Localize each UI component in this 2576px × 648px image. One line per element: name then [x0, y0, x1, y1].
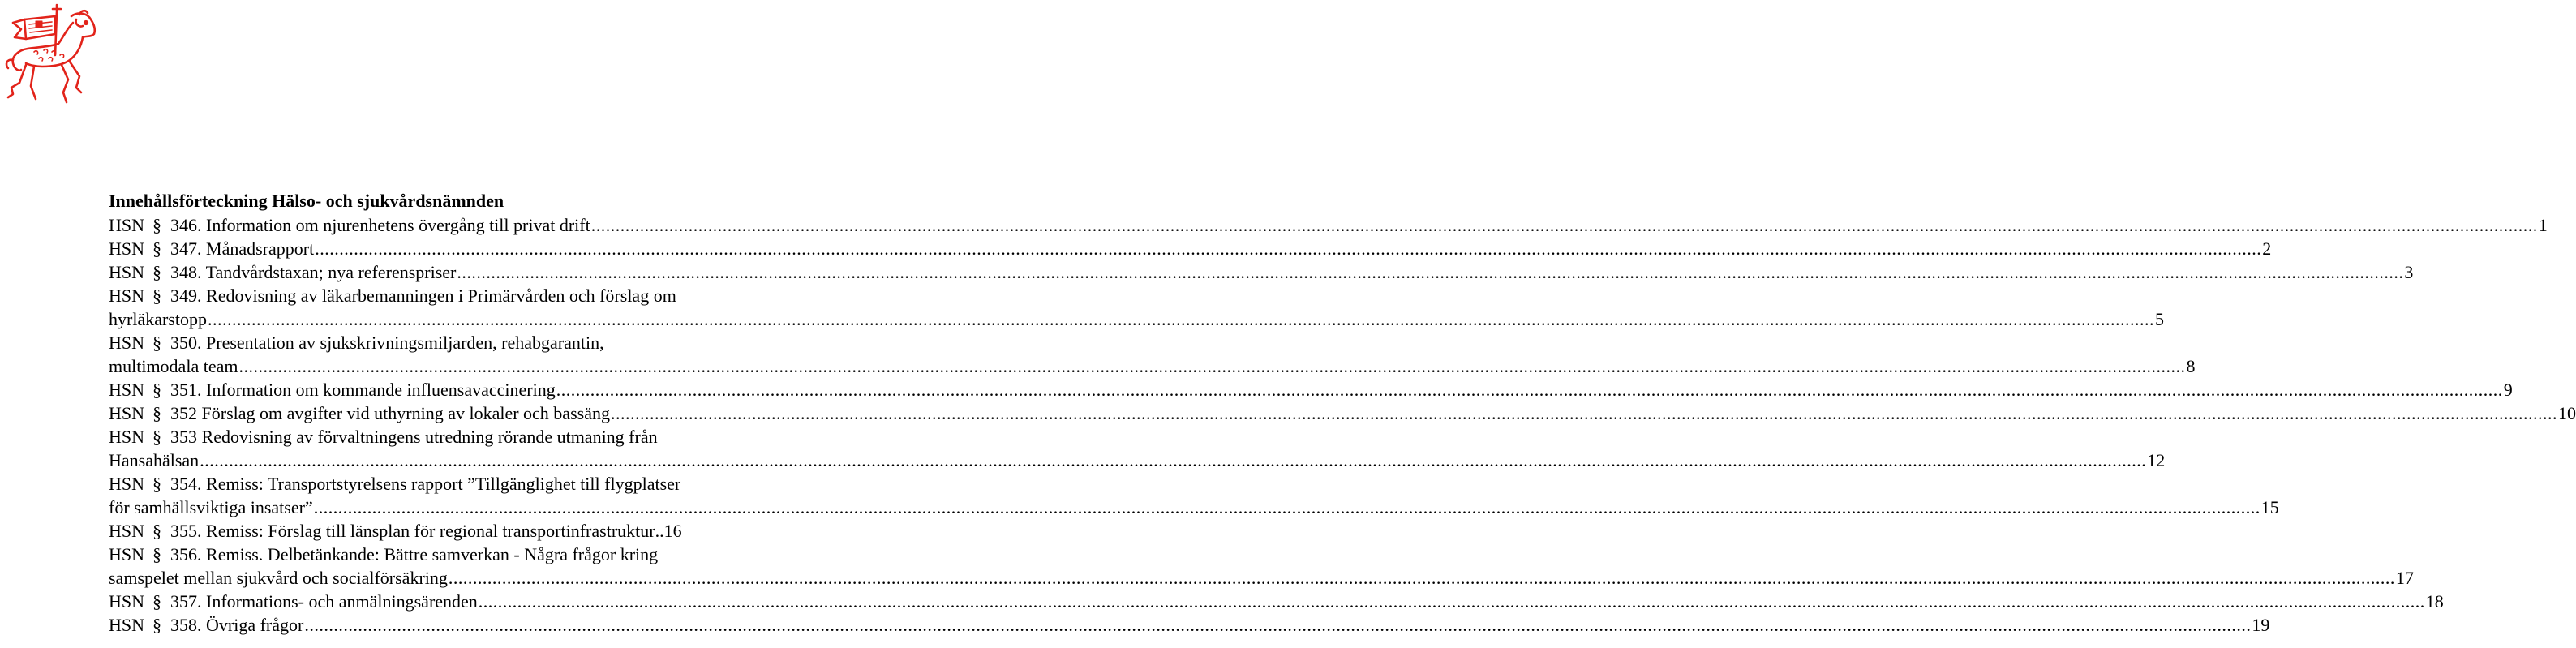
section-sign: § [152, 521, 162, 541]
toc-prefix: HSN [109, 544, 145, 564]
toc-page-number: 5 [2154, 309, 2164, 329]
toc-entry-text: Hansahälsan [109, 450, 200, 470]
toc-entry-line [109, 307, 2164, 331]
toc-entry-text: hyrläkarstopp [109, 309, 207, 329]
toc-prefix: HSN [109, 427, 145, 447]
toc-dot-leader: ................................................................................................................................................................................................................................................................................................................................................................................................................ [478, 591, 2425, 612]
section-sign: § [152, 215, 162, 235]
toc-entry[interactable] [109, 613, 2270, 637]
section-sign: § [152, 591, 162, 612]
section-sign: § [152, 333, 162, 353]
toc-page-number: 17 [2395, 568, 2414, 588]
section-sign: § [152, 285, 162, 306]
toc-entry-text: 347. Månadsrapport [170, 238, 315, 259]
toc-prefix: HSN [109, 238, 145, 259]
toc-entry-line [109, 331, 774, 354]
toc-prefix: HSN [109, 262, 145, 282]
toc-entry[interactable] [109, 519, 774, 543]
toc-entry-text: 355. Remiss: Förslag till länsplan för regional transportinfrastruktur [170, 521, 655, 541]
toc-dot-leader: ................................................................................................................................................................................................................................................................................................................................................................................................................ [304, 615, 2252, 635]
toc-prefix: HSN [109, 591, 145, 612]
toc-dot-leader: ................................................................................................................................................................................................................................................................................................................................................................................................................ [313, 497, 2260, 517]
toc-entry-line [109, 260, 2414, 284]
toc-page-number: 3 [2404, 262, 2414, 282]
toc-entry-line [109, 519, 774, 543]
toc-prefix: HSN [109, 615, 145, 635]
toc-page-number: 10 [2557, 403, 2576, 423]
toc-entry[interactable] [109, 378, 2513, 401]
toc-entry-text: 351. Information om kommande influensavaccinering [170, 380, 556, 400]
toc-entry-line [109, 590, 2444, 613]
toc-prefix: HSN [109, 474, 145, 494]
toc-dot-leader: ................................................................................................................................................................................................................................................................................................................................................................................................................ [207, 309, 2154, 329]
toc-prefix: HSN [109, 521, 145, 541]
toc-entry-text: för samhällsviktiga insatser” [109, 497, 313, 517]
toc-page-number: 12 [2147, 450, 2166, 470]
toc-dot-leader: ................................................................................................................................................................................................................................................................................................................................................................................................................ [448, 568, 2395, 588]
toc-dot-leader: .. [655, 521, 664, 541]
toc-dot-leader: ................................................................................................................................................................................................................................................................................................................................................................................................................ [200, 450, 2147, 470]
section-sign: § [152, 615, 162, 635]
toc-prefix: HSN [109, 380, 145, 400]
toc-entry-line [109, 543, 774, 566]
toc-entry-text: 349. Redovisning av läkarbemanningen i Primärvården och förslag om [170, 285, 676, 306]
toc-entry-line [109, 213, 2548, 237]
toc-page-number: 18 [2425, 591, 2444, 612]
toc-entry-line [109, 472, 774, 496]
toc-entry-line [109, 496, 2279, 519]
toc-entry-text: multimodala team [109, 356, 238, 376]
toc-entry-line [109, 284, 774, 307]
toc-entry-line [109, 448, 2166, 472]
toc-page-number: 1 [2538, 215, 2548, 235]
toc-entry-line [109, 425, 774, 448]
toc-entry-text: 358. Övriga frågor [170, 615, 304, 635]
toc-entry-line [109, 354, 2196, 378]
table-of-contents [109, 189, 2576, 637]
toc-entry[interactable] [109, 401, 2576, 425]
toc-title: Innehållsförteckning Hälso- och sjukvårdsnämnden [109, 191, 504, 211]
toc-prefix: HSN [109, 403, 145, 423]
toc-dot-leader: ................................................................................................................................................................................................................................................................................................................................................................................................................ [610, 403, 2557, 423]
toc-page-number: 9 [2503, 380, 2513, 400]
toc-entry[interactable] [109, 425, 2166, 472]
toc-dot-leader: ................................................................................................................................................................................................................................................................................................................................................................................................................ [556, 380, 2503, 400]
toc-entry-text: 356. Remiss. Delbetänkande: Bättre samverkan - Några frågor kring [170, 544, 659, 564]
toc-prefix: HSN [109, 215, 145, 235]
toc-entry-text: 346. Information om njurenhetens övergång till privat drift [170, 215, 590, 235]
toc-entry-text: 354. Remiss: Transportstyrelsens rapport ”Tillgänglighet till flygplatser [170, 474, 681, 494]
toc-dot-leader: ................................................................................................................................................................................................................................................................................................................................................................................................................ [315, 238, 2262, 259]
section-sign: § [152, 380, 162, 400]
section-sign: § [152, 544, 162, 564]
toc-entry[interactable] [109, 213, 2548, 237]
section-sign: § [152, 474, 162, 494]
toc-entry[interactable] [109, 472, 2279, 519]
toc-entry[interactable] [109, 284, 2164, 331]
toc-entry-line [109, 566, 2414, 590]
toc-entry-text: 357. Informations- och anmälningsärenden [170, 591, 478, 612]
section-sign: § [152, 238, 162, 259]
toc-entry[interactable] [109, 590, 2444, 613]
toc-entry-text: samspelet mellan sjukvård och socialförsäkring [109, 568, 448, 588]
toc-dot-leader: ................................................................................................................................................................................................................................................................................................................................................................................................................ [238, 356, 2186, 376]
toc-entry-line [109, 613, 2270, 637]
section-sign: § [152, 262, 162, 282]
toc-entry[interactable] [109, 331, 2196, 378]
toc-page-number: 16 [663, 521, 682, 541]
toc-page-number: 8 [2186, 356, 2196, 376]
section-sign: § [152, 403, 162, 423]
toc-entry-line [109, 237, 2272, 260]
toc-entry-text: 350. Presentation av sjukskrivningsmiljarden, rehabgarantin, [170, 333, 604, 353]
toc-prefix: HSN [109, 333, 145, 353]
section-sign: § [152, 427, 162, 447]
toc-entry-text: 353 Redovisning av förvaltningens utredning rörande utmaning från [170, 427, 658, 447]
lamb-banner-logo-icon [2, 2, 101, 105]
toc-entry[interactable] [109, 237, 2272, 260]
toc-page-number: 19 [2252, 615, 2270, 635]
toc-entry[interactable] [109, 260, 2414, 284]
toc-page-number: 2 [2262, 238, 2272, 259]
toc-entry-text: 348. Tandvårdstaxan; nya referenspriser [170, 262, 457, 282]
toc-dot-leader: ................................................................................................................................................................................................................................................................................................................................................................................................................ [457, 262, 2404, 282]
toc-page-number: 15 [2260, 497, 2279, 517]
toc-dot-leader: ................................................................................................................................................................................................................................................................................................................................................................................................................ [590, 215, 2538, 235]
toc-entry-line [109, 378, 2513, 401]
toc-entry-text: 352 Förslag om avgifter vid uthyrning av lokaler och bassäng [170, 403, 610, 423]
toc-prefix: HSN [109, 285, 145, 306]
toc-entry-list [109, 213, 2576, 637]
toc-entry[interactable] [109, 543, 2414, 590]
toc-entry-line [109, 401, 2576, 425]
